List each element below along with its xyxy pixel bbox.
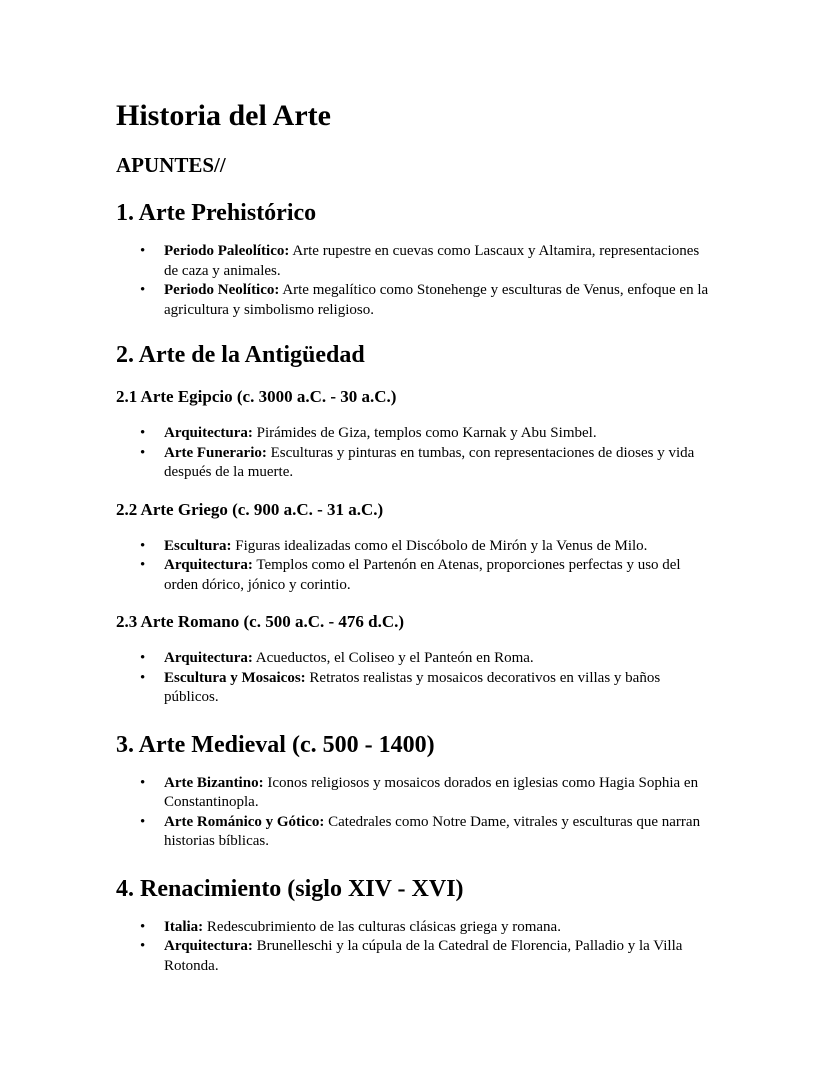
list-item [140,813,716,852]
list-item-text: Brunelleschi y la cúpula de la Catedral de Florencia, Palladio y la Villa Rotonda. [164,938,683,974]
list-item [140,537,716,557]
list-item-term: Arquitectura: [164,557,253,573]
list-item-text: Catedrales como Notre Dame, vitrales y esculturas que narran historias bíblicas. [164,813,701,849]
list-item-text: Retratos realistas y mosaicos decorativos en villas y baños públicos. [164,669,661,705]
list-item [140,444,716,483]
list-item-term: Arte Románico y Gótico: [164,813,325,830]
list-item-text: Figuras idealizadas como el Discóbolo de Mirón y la Venus de Milo. [231,537,648,554]
list-item [140,649,716,669]
section-heading: 2. Arte de la Antigüedad [116,342,365,368]
section-heading: 4. Renacimiento (siglo XIV - XVI) [116,875,464,902]
list-item-term: Escultura: [164,537,232,554]
document-page [116,96,716,976]
list-item-term: Escultura y Mosaicos: [164,669,306,686]
bullet-icon: • [140,444,146,461]
document-title: Historia del Arte [116,99,331,132]
bullet-icon: • [140,243,146,259]
list-item [140,669,716,708]
list-item-term: Italia: [164,918,204,935]
list-item [140,774,716,813]
bullet-icon: • [140,918,146,935]
list-item-term: Arte Funerario: [164,444,267,461]
bullet-list [116,242,716,320]
bullet-list [116,537,716,596]
list-item-term: Periodo Paleolítico: [164,243,290,259]
bullet-icon: • [140,938,146,954]
document-subtitle: APUNTES// [116,153,226,177]
list-item-text: Templos como el Partenón en Atenas, proporciones perfectas y uso del orden dórico, jónico y corintio. [164,557,681,593]
list-item-term: Arquitectura: [164,425,253,441]
list-item [140,424,716,444]
bullet-icon: • [140,425,146,441]
section-heading: 3. Arte Medieval (c. 500 - 1400) [116,731,435,758]
bullet-icon: • [140,813,146,830]
list-item-text: Iconos religiosos y mosaicos dorados en iglesias como Hagia Sophia en Constantinopla. [164,774,699,810]
section-heading: 1. Arte Prehistórico [116,200,317,226]
list-item [140,556,716,595]
list-item-term: Arquitectura: [164,938,253,954]
list-item-text: Acueductos, el Coliseo y el Panteón en Roma. [252,650,534,666]
bullet-icon: • [140,557,146,573]
list-item [140,242,716,281]
bullet-icon: • [140,774,146,791]
bullet-list [116,774,716,852]
bullet-icon: • [140,282,146,298]
list-item-text: Esculturas y pinturas en tumbas, con representaciones de dioses y vida después de la muerte. [164,444,695,480]
list-item-text: Pirámides de Giza, templos como Karnak y Abu Simbel. [252,425,597,441]
list-item-term: Periodo Neolítico: [164,282,280,298]
bullet-icon: • [140,650,146,666]
subsection-heading: 2.3 Arte Romano (c. 500 a.C. - 476 d.C.) [116,612,405,631]
bullet-list [116,918,716,977]
list-item [140,937,716,976]
list-item [140,918,716,938]
list-item-text: Redescubrimiento de las culturas clásicas griega y romana. [203,918,561,935]
list-item [140,281,716,320]
list-item-text: Arte megalítico como Stonehenge y esculturas de Venus, enfoque en la agricultura y simbolismo religioso. [164,282,709,318]
bullet-icon: • [140,669,146,686]
subsection-heading: 2.1 Arte Egipcio (c. 3000 a.C. - 30 a.C.) [116,387,397,406]
subsection-heading: 2.2 Arte Griego (c. 900 a.C. - 31 a.C.) [116,499,384,519]
list-item-term: Arquitectura: [164,650,253,666]
bullet-list [116,424,716,483]
bullet-list [116,649,716,708]
list-item-text: Arte rupestre en cuevas como Lascaux y Altamira, representaciones de caza y animales. [164,243,700,279]
list-item-term: Arte Bizantino: [164,774,264,791]
bullet-icon: • [140,537,146,554]
